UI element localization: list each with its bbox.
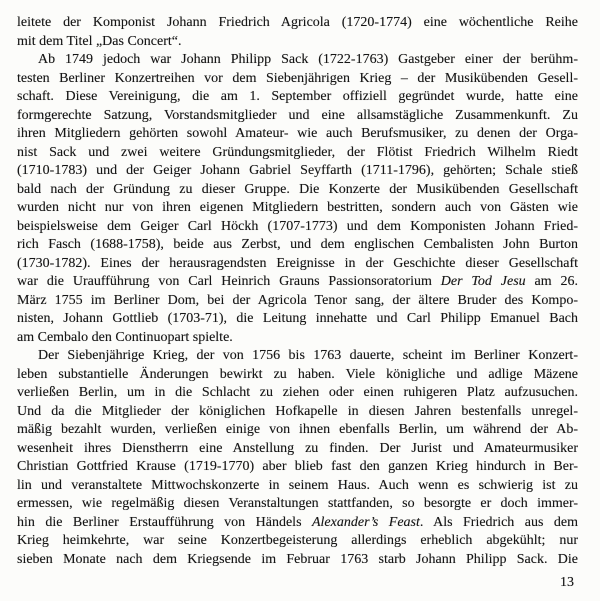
- text-segment: war die Uraufführung von Carl Heinrich Grauns Passionsoratorium: [17, 274, 441, 289]
- text-line: [17, 477, 578, 496]
- text-line: [17, 107, 578, 126]
- text-segment: mäßig bezahlt wurden, verließen einige von ihnen ebenfalls Berlin, um während der Ab-: [17, 422, 578, 437]
- text-line: [17, 144, 578, 163]
- body-text: [17, 14, 578, 569]
- text-line: [17, 366, 578, 385]
- text-segment: ihren Mitgliedern gehörten sowohl Amateur- wie auch Berufsmusiker, zu denen der Orga-: [17, 126, 578, 141]
- text-segment: am 26.: [525, 274, 578, 289]
- paragraph: [17, 51, 578, 347]
- text-segment: Und da die Mitglieder der königlichen Hofkapelle in diesen Jahren bestenfalls unregel-: [17, 403, 578, 419]
- text-line: [17, 70, 578, 89]
- text-segment: Ab 1749 jedoch war Johann Philipp Sack (1722-1763) Gastgeber einer der berühm-: [38, 52, 578, 67]
- italic-title: Der Tod Jesu: [440, 274, 526, 289]
- text-segment: sieben Monate nach dem Kriegsende im Februar 1763 starb Johann Philipp Sack. Die: [17, 551, 578, 567]
- text-line: [17, 458, 578, 477]
- text-segment: ermessen, wie regelmäßig diesen Veranstaltungen stattfanden, so besorgte er doch immer-: [17, 496, 578, 511]
- text-line: [17, 384, 578, 403]
- text-segment: hin die Berliner Erstaufführung von Händels: [17, 514, 312, 530]
- text-line: [17, 292, 578, 311]
- paragraph: [17, 14, 578, 51]
- text-segment: testen Berliner Konzertreihen vor dem Siebenjährigen Krieg – der Musikübenden Gesell-: [17, 70, 578, 86]
- text-line: [17, 255, 578, 274]
- text-segment: verließen Berlin, um in die Schlacht zu ziehen oder einen ruhigeren Platz aufzusuchen.: [17, 385, 578, 400]
- text-line: [17, 51, 578, 70]
- text-segment: wurden nicht nur von ihren eigenen Mitgliedern bestritten, sondern auch von Gästen wie: [17, 200, 578, 215]
- text-line: [17, 236, 578, 255]
- text-line: [17, 347, 578, 366]
- text-segment: bald nach der Gründung zu dieser Gruppe. Die Konzerte der Musikübenden Gesellschaft: [17, 181, 578, 197]
- text-line: [17, 495, 578, 514]
- paragraph: [17, 347, 578, 569]
- text-line: [17, 514, 578, 533]
- text-line: [17, 33, 578, 52]
- text-line: [17, 199, 578, 218]
- text-segment: (1730-1782). Eines der herausragendsten Ereignisse in der Geschichte dieser Gesellschaft: [17, 255, 578, 271]
- text-segment: nisten, Johann Gottlieb (1703-71), die Leitung innehatte und Carl Philipp Emanuel Bach: [17, 311, 578, 326]
- text-segment: formgerechte Satzung, Vorstandsmitglieder und eine allsamstägliche Zusammenkunft. Zu: [17, 107, 578, 123]
- text-line: [17, 310, 578, 329]
- text-line: [17, 440, 578, 459]
- text-segment: mit dem Titel „Das Concert“.: [17, 33, 182, 49]
- text-line: [17, 162, 578, 181]
- text-segment: wesenheit ihres Dienstherrn eine Anstellung zu finden. Der Jurist und Amateurmusiker: [17, 440, 578, 456]
- text-line: [17, 532, 578, 551]
- text-segment: leben substantielle Änderungen bewirkt zu haben. Viele königliche und adlige Mäzene: [17, 366, 578, 382]
- text-segment: am Cembalo den Continuopart spielte.: [17, 329, 233, 345]
- text-line: [17, 273, 578, 292]
- text-segment: rich Fasch (1688-1758), beide aus Zerbst, und dem englischen Cembalisten John Burton: [17, 237, 578, 252]
- text-segment: Krieg heimkehrte, war seine Konzertbegeisterung allerdings erheblich abgekühlt; nur: [17, 533, 578, 548]
- text-segment: Der Siebenjährige Krieg, der von 1756 bis 1763 dauerte, scheint im Berliner Konzert-: [38, 348, 578, 363]
- text-segment: Christian Gottfried Krause (1719-1770) aber blieb fast den ganzen Krieg hindurch in Ber-: [17, 459, 578, 474]
- text-line: [17, 14, 578, 33]
- text-segment: nist Sack und zwei weitere Gründungsmitglieder, der Flötist Friedrich Wilhelm Riedt: [17, 144, 578, 160]
- page-number: 13: [560, 575, 574, 590]
- text-segment: beispielsweise dem Geiger Carl Höckh (1707-1773) und dem Komponisten Johann Fried-: [17, 218, 578, 234]
- text-line: [17, 421, 578, 440]
- text-line: [17, 403, 578, 422]
- text-segment: (1710-1783) und der Geiger Johann Gabriel Seyffarth (1711-1796), gehörten; Schale stieß: [17, 163, 578, 178]
- text-line: [17, 181, 578, 200]
- text-segment: leitete der Komponist Johann Friedrich Agricola (1720-1774) eine wöchentliche Reihe: [17, 15, 578, 30]
- text-line: [17, 551, 578, 570]
- text-line: [17, 218, 578, 237]
- text-segment: März 1755 im Berliner Dom, bei der Agricola Tenor sang, der ältere Bruder des Kompo-: [17, 292, 578, 308]
- text-line: [17, 329, 578, 348]
- text-line: [17, 125, 578, 144]
- text-line: [17, 88, 578, 107]
- text-segment: lin und veranstaltete Mittwochskonzerte in seinem Haus. Auch wenn es schwierig ist zu: [17, 477, 578, 493]
- italic-title: Alexander’s Feast: [311, 514, 420, 530]
- text-segment: schaft. Diese Vereinigung, die am 1. September offiziell gegründet wurde, hatte eine: [17, 89, 578, 104]
- text-segment: . Als Friedrich aus dem: [419, 514, 578, 530]
